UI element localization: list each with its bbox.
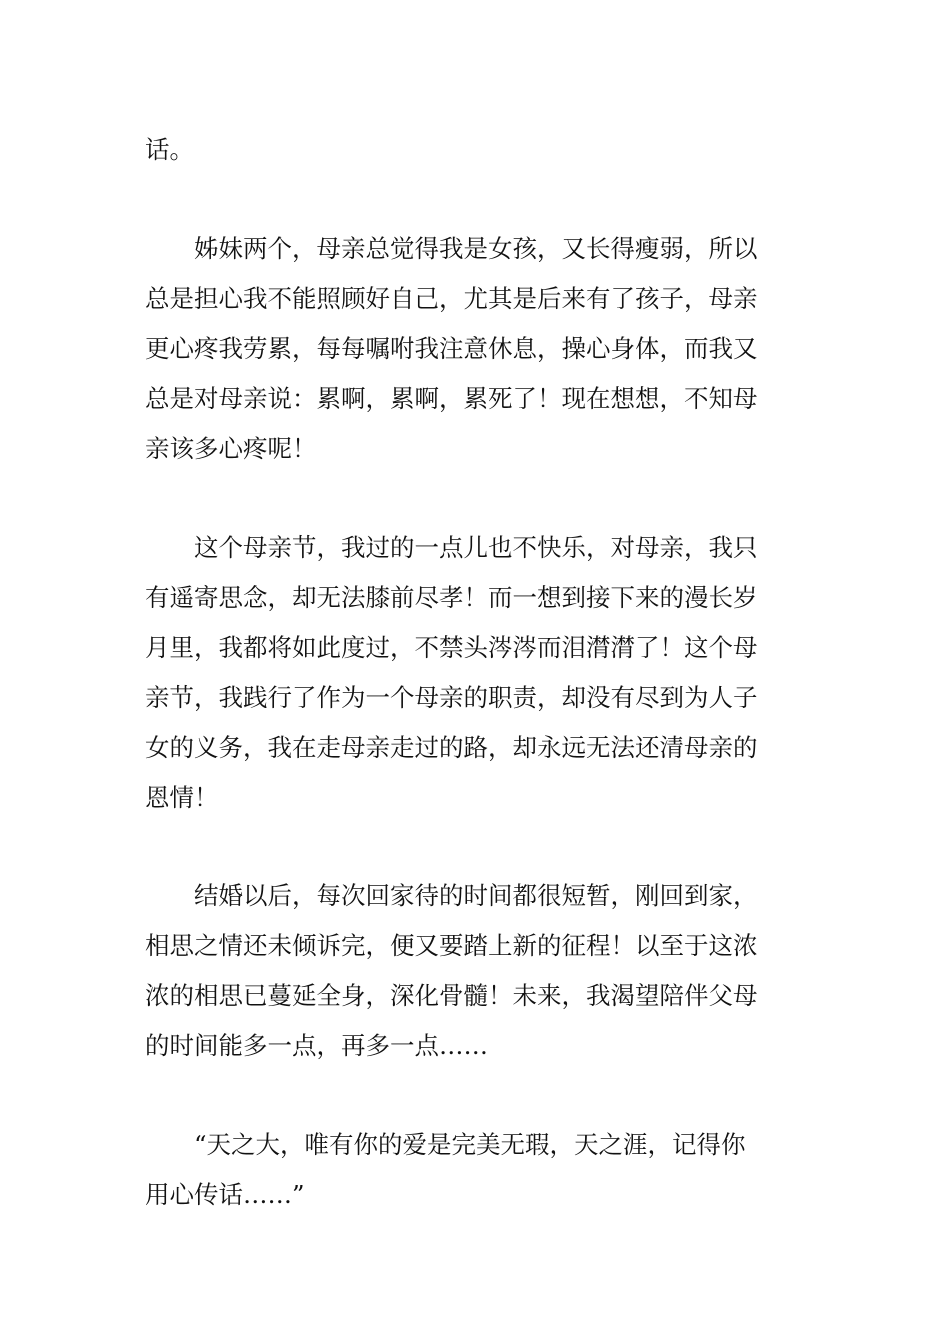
- paragraph-4-line-3: 浓的相思已蔓延全身，深化骨髓！未来，我渴望陪伴父母: [145, 981, 758, 1010]
- paragraph-3-line-3: 月里，我都将如此度过，不禁头涔涔而泪潸潸了！这个母: [145, 633, 758, 662]
- paragraph-2-line-1: 姊妹两个，母亲总觉得我是女孩，又长得瘦弱，所以: [145, 234, 758, 263]
- paragraph-3-line-6: 恩情！: [145, 783, 219, 812]
- paragraph-3-line-4: 亲节，我践行了作为一个母亲的职责，却没有尽到为人子: [145, 683, 758, 712]
- paragraph-4-line-1: 结婚以后，每次回家待的时间都很短暂，刚回到家，: [145, 881, 758, 910]
- paragraph-3-line-1: 这个母亲节，我过的一点儿也不快乐，对母亲，我只: [145, 533, 758, 562]
- paragraph-4-line-2: 相思之情还未倾诉完，便又要踏上新的征程！以至于这浓: [145, 931, 758, 960]
- paragraph-2-line-4: 总是对母亲说：累啊，累啊，累死了！现在想想，不知母: [145, 384, 758, 413]
- paragraph-3-line-5: 女的义务，我在走母亲走过的路，却永远无法还清母亲的: [145, 733, 758, 762]
- paragraph-2-line-2: 总是担心我不能照顾好自己，尤其是后来有了孩子，母亲: [145, 284, 758, 313]
- paragraph-4-line-4: 的时间能多一点，再多一点……: [145, 1031, 488, 1060]
- paragraph-2-line-3: 更心疼我劳累，每每嘱咐我注意休息，操心身体，而我又: [145, 334, 758, 363]
- paragraph-2-line-5: 亲该多心疼呢！: [145, 434, 317, 463]
- paragraph-1-line-1: 话。: [145, 135, 194, 164]
- paragraph-3-line-2: 有遥寄思念，却无法膝前尽孝！而一想到接下来的漫长岁: [145, 583, 758, 612]
- paragraph-5-line-2: 用心传话……”: [145, 1180, 305, 1209]
- paragraph-5-line-1: “天之大，唯有你的爱是完美无瑕，天之涯，记得你: [145, 1130, 746, 1159]
